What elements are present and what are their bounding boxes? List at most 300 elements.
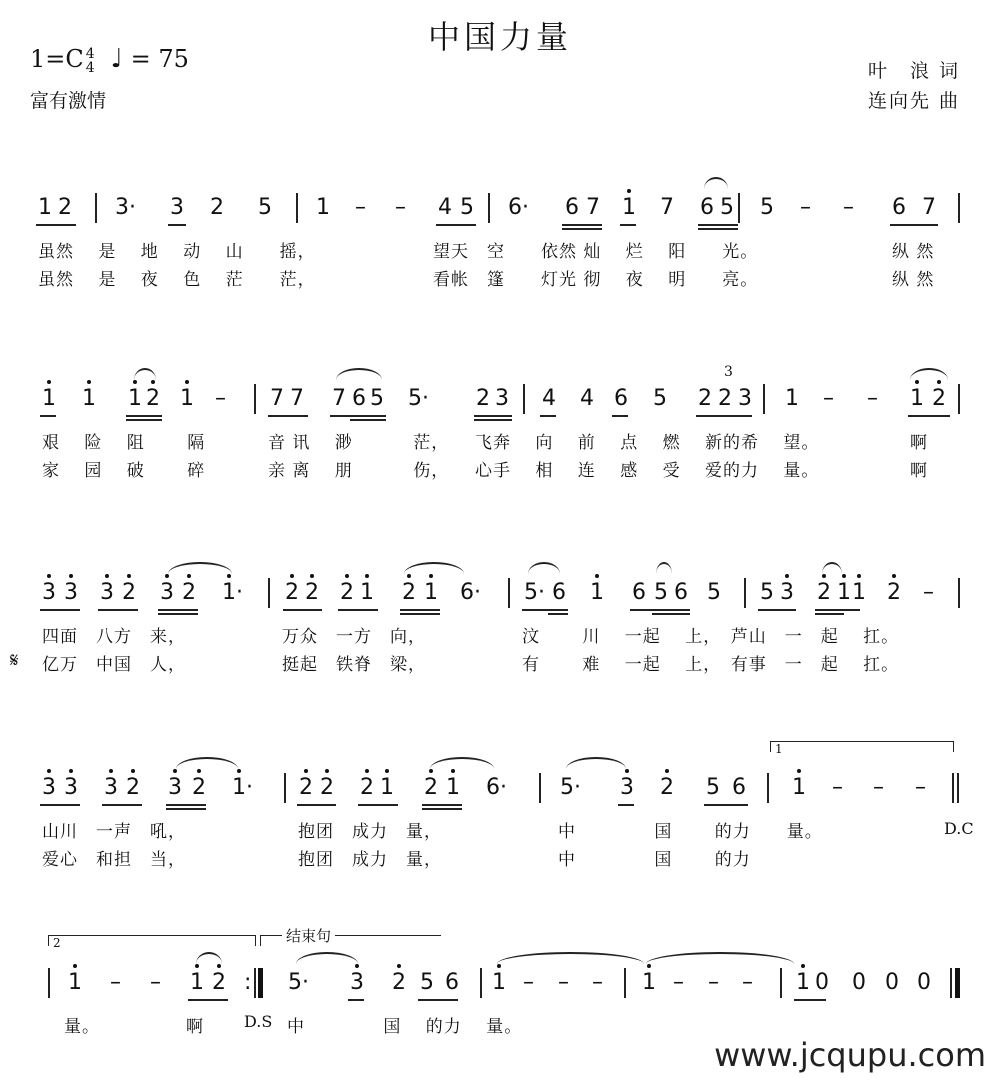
note: 5 (654, 580, 668, 605)
beat-underline (540, 415, 556, 417)
note: 1 (852, 580, 866, 606)
volta-number: 2 (53, 936, 61, 950)
note: 6 (732, 775, 746, 800)
high-octave-dot (73, 964, 77, 968)
note: 1 (316, 195, 330, 220)
barline (254, 384, 256, 414)
beat-underline (158, 609, 198, 611)
high-octave-dot (47, 380, 51, 384)
beat-underline (166, 804, 206, 806)
note: 3 (170, 195, 184, 220)
lyric-verse-1: 量。 (64, 1017, 100, 1037)
high-octave-dot (407, 574, 411, 578)
beat-underline (268, 415, 308, 417)
lyric-verse-1: 飞奔 向 前 点 燃 新的希 望。 (475, 433, 820, 453)
note: 1· (222, 580, 243, 606)
dash: – (523, 970, 534, 995)
beat-underline (40, 804, 80, 806)
beat-underline (98, 609, 138, 611)
note: 2 (424, 775, 438, 801)
note: 1· (232, 775, 253, 801)
note: 2 (932, 386, 946, 412)
double-barline (952, 773, 954, 803)
note: 0 (917, 970, 931, 995)
tempo-value: = 75 (130, 45, 189, 73)
dash: – (800, 195, 811, 220)
note: 2 (146, 386, 160, 412)
note: 2 (476, 386, 490, 411)
key-signature: 1=C (30, 45, 84, 73)
note: 1 (128, 386, 142, 412)
high-octave-dot (365, 769, 369, 773)
beat-underline (612, 415, 628, 417)
note: 2 (122, 580, 136, 606)
beat-underline (436, 224, 476, 226)
note: 6 (674, 580, 688, 605)
note: 2 (360, 775, 374, 801)
note: 6 (565, 195, 579, 220)
note: 2 (660, 775, 674, 801)
slur (910, 368, 948, 380)
high-octave-dot (429, 769, 433, 773)
note: 2 (58, 195, 72, 220)
note: 7 (922, 195, 936, 220)
lyric-verse-2: 中 国 的力 (558, 850, 751, 870)
note: 1 (446, 775, 460, 801)
composer-credit: 连向先 曲 (867, 90, 960, 112)
repeat-barline (258, 968, 263, 998)
dash: – (742, 970, 753, 995)
note: 2 (392, 970, 406, 996)
beat-underline (698, 224, 738, 226)
slur (404, 562, 464, 574)
slur (196, 952, 222, 964)
note: 5 (460, 195, 474, 220)
high-octave-dot (345, 574, 349, 578)
note: 1 (424, 580, 438, 606)
high-octave-dot (647, 964, 651, 968)
expression-marking: 富有激情 (30, 90, 107, 112)
volta-bracket (48, 935, 256, 950)
note: 3 (350, 970, 364, 996)
slur (296, 952, 358, 964)
dal-segno-marking: D.S (244, 1012, 273, 1031)
high-octave-dot (197, 769, 201, 773)
note: 1 (642, 970, 656, 996)
note: 6 (352, 386, 366, 411)
high-octave-dot (385, 769, 389, 773)
high-octave-dot (822, 574, 826, 578)
lyric-verse-2: 虽然 是 夜 色 茫 茫， (38, 270, 316, 290)
slur (566, 757, 626, 769)
lyric-verse-2: 抱团 成力 量， (298, 850, 442, 870)
watermark: www.jcqupu.com (714, 1036, 986, 1074)
note: 1 (492, 970, 506, 996)
high-octave-dot (497, 964, 501, 968)
note: 3 (42, 775, 56, 801)
note: 6· (486, 775, 507, 800)
note: 5 (420, 970, 434, 995)
note: 0 (852, 970, 866, 995)
beat-underline (166, 808, 206, 810)
barline (508, 578, 510, 608)
beat-underline (283, 609, 322, 611)
high-octave-dot (801, 964, 805, 968)
final-barline (955, 968, 960, 998)
barline (284, 773, 286, 803)
high-octave-dot (290, 574, 294, 578)
beat-underline (562, 228, 602, 230)
segno-icon: 𝄋 (10, 648, 20, 672)
note: 0 (885, 970, 899, 995)
note: 5 (707, 580, 721, 605)
triplet-mark: 3 (724, 364, 733, 380)
beat-underline (36, 224, 76, 226)
score-line (0, 742, 1000, 870)
note: 4 (580, 386, 594, 411)
dash: – (832, 775, 843, 800)
beat-underline (548, 613, 568, 615)
note: 6 (700, 195, 714, 220)
high-octave-dot (217, 964, 221, 968)
note: 1 (792, 775, 806, 801)
high-octave-dot (87, 380, 91, 384)
lyric-verse-2: 挺起 铁脊 梁， (282, 655, 426, 675)
note: 1 (380, 775, 394, 801)
lyric-verse-1: 啊 (910, 433, 928, 453)
note: 1 (82, 386, 96, 412)
lyric-verse-1: 纵 然 (892, 242, 935, 262)
beat-underline (338, 609, 378, 611)
note: 5 (706, 775, 720, 800)
time-signature: 4 4 (85, 45, 95, 76)
barline (480, 968, 482, 998)
high-octave-dot (304, 769, 308, 773)
lyric-verse-1: 山川 一声 吼， (42, 822, 186, 842)
beat-underline (422, 804, 462, 806)
slur (497, 952, 644, 964)
high-octave-dot (47, 574, 51, 578)
note: 1 (190, 970, 204, 996)
high-octave-dot (133, 380, 137, 384)
quarter-note-icon: ♩ (110, 44, 123, 74)
dash: – (708, 970, 719, 995)
beat-underline (652, 613, 690, 615)
high-octave-dot (187, 574, 191, 578)
beat-underline (562, 224, 602, 226)
note: 1 (622, 195, 636, 221)
beat-underline (548, 609, 568, 611)
note: 6 (632, 580, 646, 605)
lyric-verse-1: 中 国 的力 量。 (287, 1017, 523, 1037)
note: 7 (270, 386, 284, 411)
note: 1 (180, 386, 194, 412)
high-octave-dot (857, 574, 861, 578)
high-octave-dot (365, 574, 369, 578)
barline (539, 773, 541, 803)
barline (763, 384, 765, 414)
high-octave-dot (185, 380, 189, 384)
high-octave-dot (355, 964, 359, 968)
note: 2 (817, 580, 831, 606)
da-capo-marking: D.C (944, 819, 974, 838)
note: 1 (42, 386, 56, 412)
barline (767, 773, 769, 803)
note: 4 (438, 195, 452, 220)
key-tempo (30, 44, 189, 75)
beat-underline (168, 224, 186, 226)
high-octave-dot (165, 574, 169, 578)
dash: – (215, 386, 226, 411)
high-octave-dot (310, 574, 314, 578)
beat-underline (126, 415, 162, 417)
dash: – (673, 970, 684, 995)
note: 1 (360, 580, 374, 606)
high-octave-dot (595, 574, 599, 578)
dash: – (823, 386, 834, 411)
high-octave-dot (797, 769, 801, 773)
volta-bracket (770, 741, 954, 756)
lyric-verse-2: 亲 离 朋 伤， (268, 461, 450, 481)
note: 1 (590, 580, 604, 606)
high-octave-dot (105, 574, 109, 578)
lyric-verse-2: 爱心 和担 当， (42, 850, 186, 870)
beat-underline (696, 415, 752, 417)
beat-underline (358, 804, 398, 806)
note: 5 (258, 195, 272, 220)
barline (488, 193, 490, 223)
beat-underline (348, 999, 364, 1001)
note: 2 (299, 775, 313, 801)
slur (168, 562, 232, 574)
high-octave-dot (627, 189, 631, 193)
high-octave-dot (665, 769, 669, 773)
note: 1 (796, 970, 810, 996)
lyric-verse-1: 啊 (186, 1017, 204, 1037)
note: 3 (495, 386, 509, 411)
high-octave-dot (151, 380, 155, 384)
note: 1 (837, 580, 851, 606)
score-line (0, 580, 1000, 675)
note: 2 (340, 580, 354, 606)
barline (268, 578, 270, 608)
note: 5· (408, 386, 429, 411)
beat-underline (815, 609, 844, 611)
lyric-verse-2: 家 园 破 碎 (42, 461, 206, 481)
lyric-verse-1: 汶 川 一起 上， 芦山 一 起 扛。 (522, 627, 900, 647)
high-octave-dot (195, 964, 199, 968)
slur (656, 562, 672, 574)
note: 2 (126, 775, 140, 801)
beat-underline (620, 224, 636, 226)
high-octave-dot (451, 769, 455, 773)
high-octave-dot (892, 574, 896, 578)
high-octave-dot (131, 769, 135, 773)
note: 2 (285, 580, 299, 606)
lyric-verse-1: 中 国 的力 量。 (558, 822, 823, 842)
note: 2 (212, 970, 226, 996)
beat-underline (350, 419, 386, 421)
lyric-verse-1: 艰 险 阻 隔 (42, 433, 206, 453)
beat-underline (794, 999, 826, 1001)
lyric-verse-1: 抱团 成力 量， (298, 822, 442, 842)
slur (822, 562, 842, 574)
note: 1 (910, 386, 924, 412)
beat-underline (418, 999, 458, 1001)
note: 5 (760, 580, 774, 605)
note: 5 (760, 195, 774, 220)
beat-underline (422, 808, 462, 810)
dash: – (592, 970, 603, 995)
barline (523, 384, 525, 414)
high-octave-dot (625, 769, 629, 773)
note: 6· (460, 580, 481, 605)
note: 3 (160, 580, 174, 606)
beat-underline (652, 609, 690, 611)
score-line (0, 364, 1000, 481)
beat-underline (618, 804, 634, 806)
note: 6 (892, 195, 906, 220)
note: 5· (288, 970, 309, 995)
note: 3 (738, 386, 752, 411)
note: 7 (660, 195, 674, 220)
note: 6· (508, 195, 529, 220)
high-octave-dot (785, 574, 789, 578)
lyric-verse-1: 虽然 是 地 动 山 摇， (38, 242, 316, 262)
beat-underline (350, 415, 386, 417)
note: 3 (104, 775, 118, 801)
high-octave-dot (429, 574, 433, 578)
barline (624, 968, 626, 998)
note: 5· (560, 775, 581, 800)
note: 5 (653, 386, 667, 411)
note: : (244, 970, 252, 995)
note: 3 (780, 580, 794, 606)
high-octave-dot (397, 964, 401, 968)
barline (254, 968, 256, 998)
beat-underline (400, 613, 440, 615)
high-octave-dot (842, 574, 846, 578)
barline (958, 193, 960, 223)
high-octave-dot (237, 769, 241, 773)
dash: – (843, 195, 854, 220)
beat-underline (815, 613, 844, 615)
lyric-verse-1: 望天 空 依然 灿 烂 阳 光。 (433, 242, 759, 262)
ending-phrase-label: 结束句 (282, 925, 335, 946)
note: 6 (445, 970, 459, 995)
note: 1 (785, 386, 799, 411)
beat-underline (158, 613, 198, 615)
note: 3 (620, 775, 634, 801)
lyricist-credit: 叶 浪 词 (867, 60, 960, 82)
barline (958, 384, 960, 414)
high-octave-dot (109, 769, 113, 773)
dash: – (915, 775, 926, 800)
slur (430, 757, 494, 769)
score-line (0, 195, 1000, 290)
note: 2 (718, 386, 732, 411)
beat-underline (126, 419, 162, 421)
note: 6 (552, 580, 566, 605)
beat-underline (474, 415, 512, 417)
beat-underline (758, 609, 796, 611)
lyric-verse-1: 四面 八方 来， (42, 627, 186, 647)
note: 2 (887, 580, 901, 606)
note: 3· (115, 195, 136, 220)
note: 0 (815, 970, 829, 995)
slur (176, 757, 238, 769)
beat-underline (908, 415, 950, 417)
lyric-verse-2: 看帐 篷 灯光 彻 夜 明 亮。 (433, 270, 759, 290)
barline (780, 968, 782, 998)
lyric-verse-2: 纵 然 (892, 270, 935, 290)
slur (336, 368, 382, 380)
note: 3 (100, 580, 114, 606)
note: 5· (524, 580, 545, 605)
high-octave-dot (227, 574, 231, 578)
barline (738, 193, 740, 223)
dash: – (558, 970, 569, 995)
volta-number: 1 (775, 742, 783, 756)
barline (296, 193, 298, 223)
high-octave-dot (69, 769, 73, 773)
lyric-verse-2: 有 难 一起 上， 有事 一 起 扛。 (522, 655, 900, 675)
beat-underline (704, 804, 748, 806)
dash: – (923, 580, 934, 605)
beat-underline (400, 609, 440, 611)
high-octave-dot (915, 380, 919, 384)
slur (646, 952, 794, 964)
lyric-verse-1: 音 讯 渺 茫， (268, 433, 450, 453)
beat-underline (297, 804, 336, 806)
lyric-verse-2: 啊 (910, 461, 928, 481)
note: 3 (168, 775, 182, 801)
lyric-verse-2: 心手 相 连 感 受 爱的力 量。 (475, 461, 820, 481)
dash: – (867, 386, 878, 411)
beat-underline (40, 609, 80, 611)
high-octave-dot (69, 574, 73, 578)
high-octave-dot (173, 769, 177, 773)
lyric-verse-1: 万众 一方 向， (282, 627, 426, 647)
high-octave-dot (47, 769, 51, 773)
barline (95, 193, 97, 223)
beat-underline (102, 804, 142, 806)
note: 2 (320, 775, 334, 801)
dash: – (110, 970, 121, 995)
note: 3 (42, 580, 56, 606)
high-octave-dot (325, 769, 329, 773)
note: 2 (192, 775, 206, 801)
note: 3 (64, 775, 78, 801)
slur (704, 177, 728, 189)
note: 2 (698, 386, 712, 411)
barline (958, 578, 960, 608)
beat-underline (188, 999, 228, 1001)
note: 5 (720, 195, 734, 220)
dash: – (150, 970, 161, 995)
note: 1 (38, 195, 52, 220)
note: 5 (370, 386, 384, 411)
lyric-verse-2: 亿万 中国 人， (42, 655, 186, 675)
double-barline (957, 773, 959, 803)
beat-underline (40, 415, 56, 417)
beat-underline (698, 228, 738, 230)
note: 1 (68, 970, 82, 996)
note: 6 (614, 386, 628, 411)
final-barline (950, 968, 952, 998)
slur (528, 562, 560, 574)
note: 4 (542, 386, 556, 411)
